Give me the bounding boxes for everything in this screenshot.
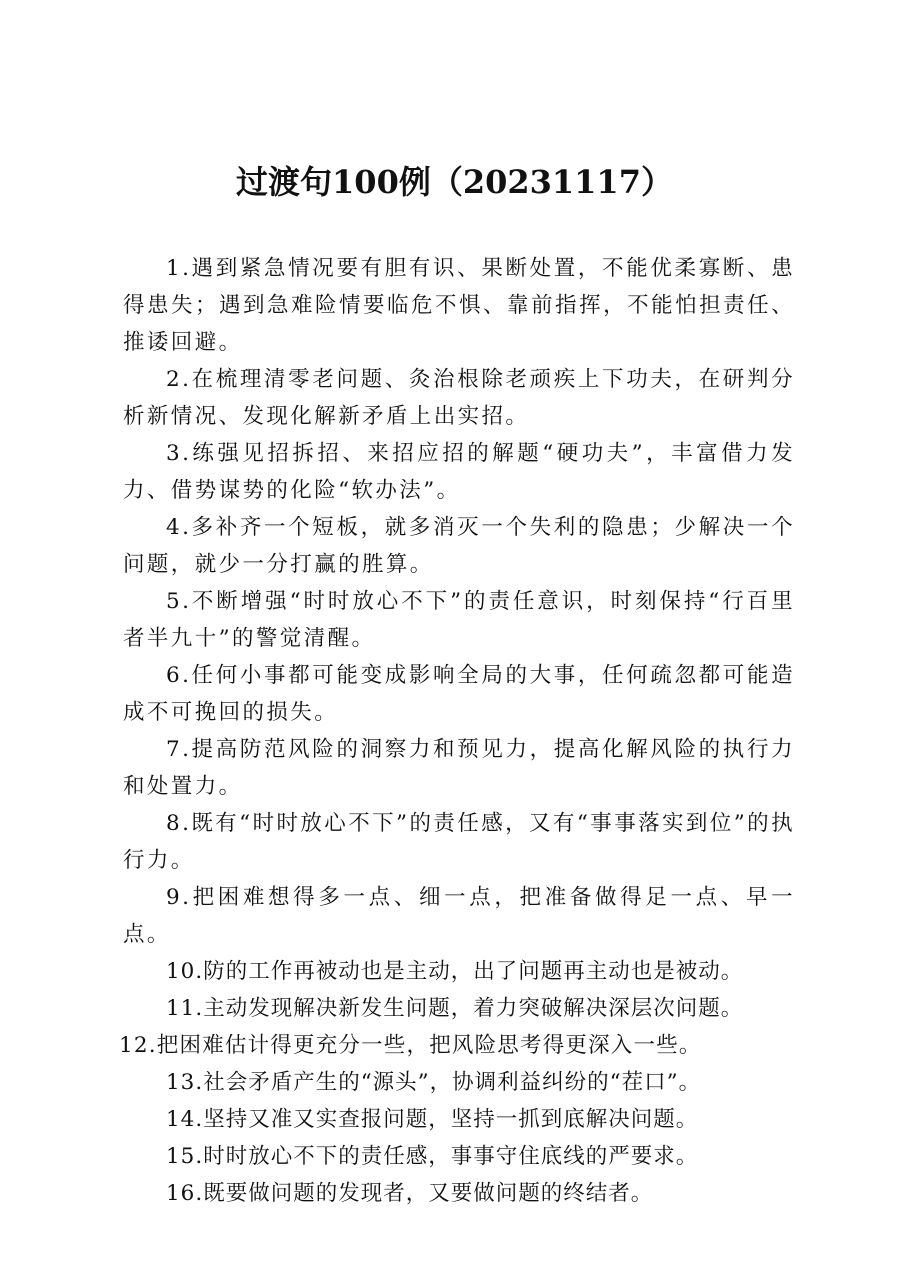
paragraph-6: 6.任何小事都可能变成影响全局的大事，任何疏忽都可能造成不可挽回的损失。	[123, 663, 795, 725]
paragraph-15: 15.时时放心不下的责任感，事事守住底线的严要求。	[166, 1144, 699, 1169]
paragraph-1: 1.遇到紧急情况要有胆有识、果断处置，不能优柔寡断、患得患失；遇到急难险情要临危不惧、靠前指挥，不能怕担责任、推诿回避。	[123, 256, 795, 355]
paragraph-4: 4.多补齐一个短板，就多消灭一个失利的隐患；少解决一个问题，就少一分打赢的胜算。	[123, 515, 795, 577]
paragraph-14: 14.坚持又准又实查报问题，坚持一抓到底解决问题。	[166, 1107, 699, 1132]
paragraph-16: 16.既要做问题的发现者，又要做问题的终结者。	[166, 1181, 654, 1206]
paragraph-8: 8.既有“时时放心不下”的责任感，又有“事事落实到位”的执行力。	[123, 811, 795, 873]
document-body	[119, 250, 795, 1212]
paragraph-7: 7.提高防范风险的洞察力和预见力，提高化解风险的执行力和处置力。	[123, 737, 795, 799]
paragraph-3: 3.练强见招拆招、来招应招的解题“硬功夫”，丰富借力发力、借势谋势的化险“软办法”。	[123, 441, 795, 503]
paragraph-11: 11.主动发现解决新发生问题，着力突破解决深层次问题。	[166, 996, 744, 1021]
paragraph-10: 10.防的工作再被动也是主动，出了问题再主动也是被动。	[166, 959, 744, 984]
paragraph-5: 5.不断增强“时时放心不下”的责任意识，时刻保持“行百里者半九十”的警觉清醒。	[123, 589, 795, 651]
paragraph-13: 13.社会矛盾产生的“源头”，协调利益纠纷的“茬口”。	[166, 1070, 702, 1095]
paragraph-9: 9.把困难想得多一点、细一点，把准备做得足一点、早一点。	[123, 885, 795, 947]
document-title: 过渡句100例（20231117）	[236, 163, 673, 201]
paragraph-2: 2.在梳理清零老问题、灸治根除老顽疾上下功夫，在研判分析新情况、发现化解新矛盾上出实招。	[123, 367, 795, 429]
paragraph-12: 12.把困难估计得更充分一些，把风险思考得更深入一些。	[119, 1033, 702, 1058]
